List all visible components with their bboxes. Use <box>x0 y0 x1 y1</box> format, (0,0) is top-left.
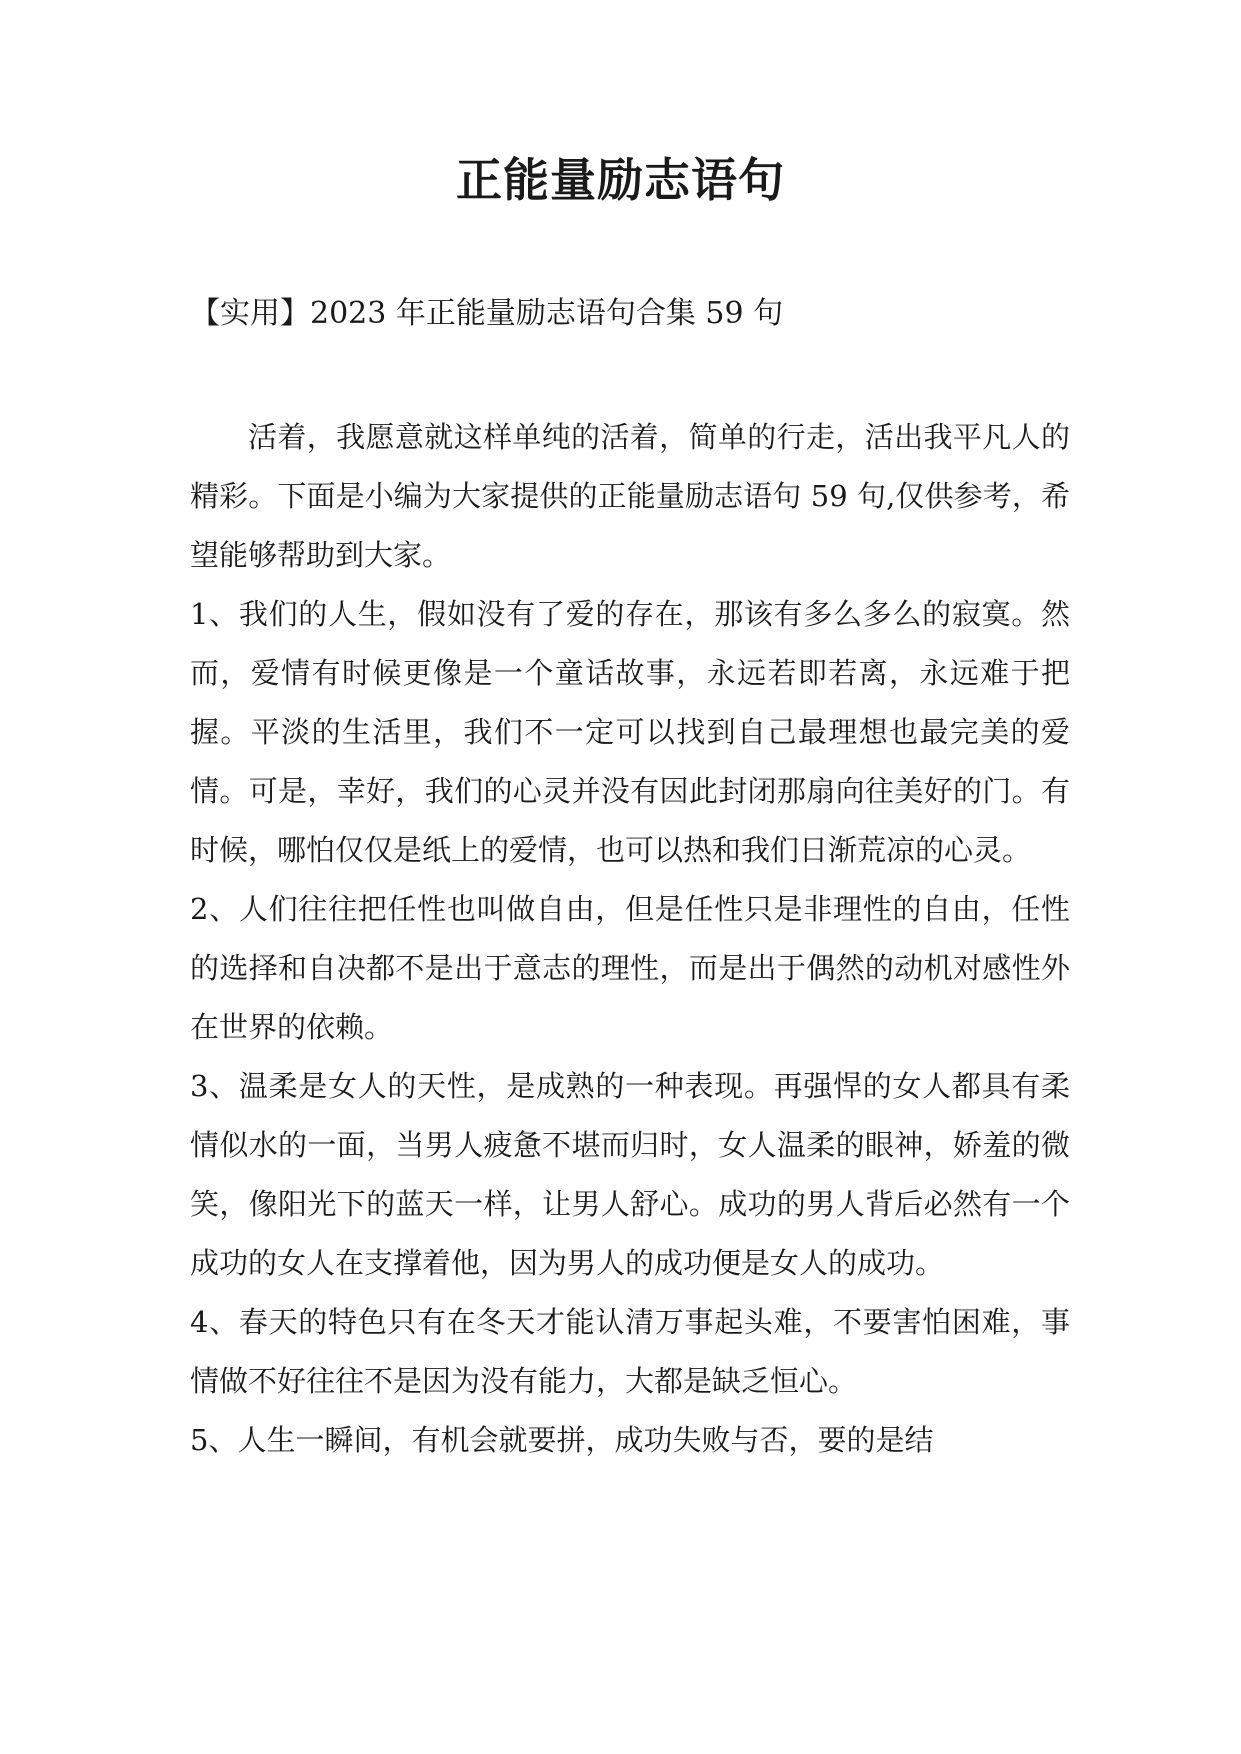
document-body <box>190 408 1070 1470</box>
quote-paragraph-2: 2、人们往往把任性也叫做自由，但是任性只是非理性的自由，任性的选择和自决都不是出于意志的理性，而是出于偶然的动机对感性外在世界的依赖。 <box>190 892 1070 1044</box>
document-title: 正能量励志语句 <box>456 153 785 207</box>
quote-paragraph-4: 4、春天的特色只有在冬天才能认清万事起头难，不要害怕困难，事情做不好往往不是因为没有能力，大都是缺乏恒心。 <box>190 1305 1070 1398</box>
intro-paragraph: 活着，我愿意就这样单纯的活着，简单的行走，活出我平凡人的精彩。下面是小编为大家提供的正能量励志语句 59 句,仅供参考，希望能够帮助到大家。 <box>190 420 1070 572</box>
quote-paragraph-5: 5、人生一瞬间，有机会就要拼，成功失败与否，要的是结 <box>190 1423 934 1457</box>
document-subtitle: 【实用】2023 年正能量励志语句合集 59 句 <box>190 296 784 331</box>
quote-paragraph-3: 3、温柔是女人的天性，是成熟的一种表现。再强悍的女人都具有柔情似水的一面，当男人疲惫不堪而归时，女人温柔的眼神，娇羞的微笑，像阳光下的蓝天一样，让男人舒心。成功的男人背后必然有一个成功的女人在支撑着他，因为男人的成功便是女人的成功。 <box>190 1069 1070 1280</box>
quote-paragraph-1: 1、我们的人生，假如没有了爱的存在，那该有多么多么的寂寞。然而，爱情有时候更像是一个童话故事，永远若即若离，永远难于把握。平淡的生活里，我们不一定可以找到自己最理想也最完美的爱情。可是，幸好，我们的心灵并没有因此封闭那扇向往美好的门。有时候，哪怕仅仅是纸上的爱情，也可以热和我们日渐荒凉的心灵。 <box>190 597 1070 867</box>
